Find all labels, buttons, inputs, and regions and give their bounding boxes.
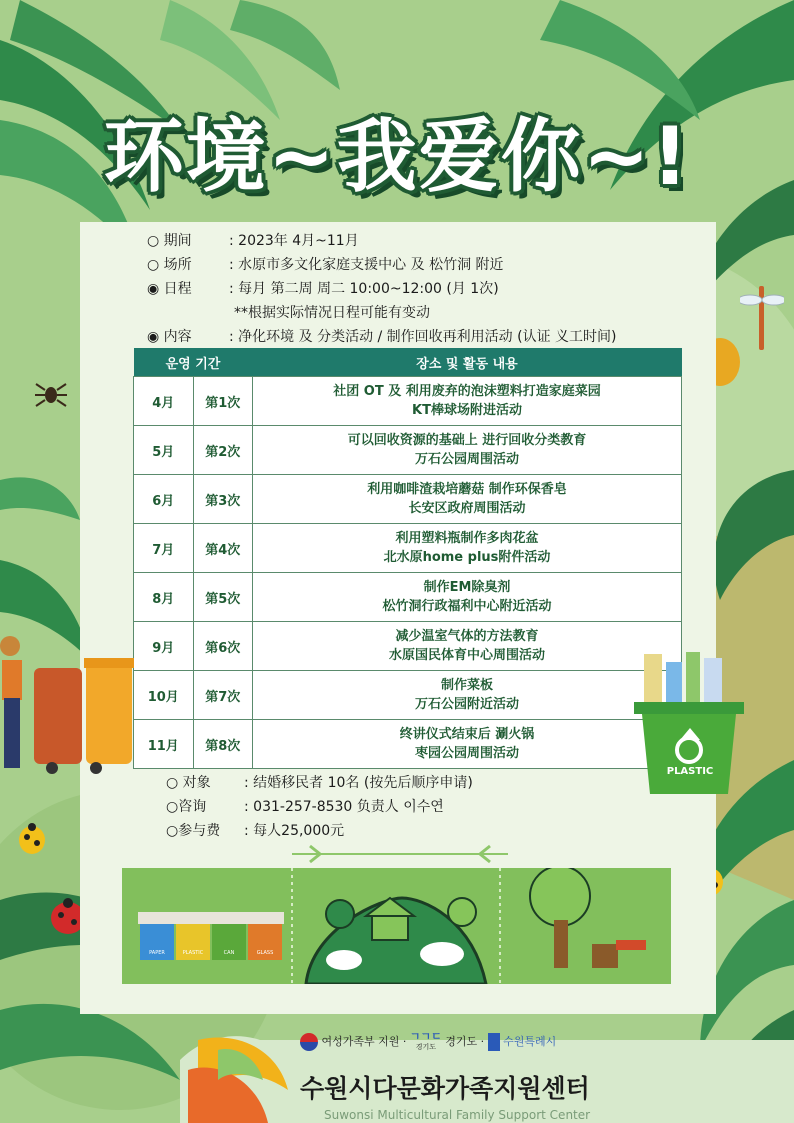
- round-cell: 第7次: [193, 671, 253, 720]
- round-cell: 第2次: [193, 426, 253, 475]
- table-row: [134, 524, 682, 573]
- fee-value: : 每人25,000元: [244, 823, 345, 839]
- month-cell: 10月: [134, 671, 194, 720]
- bin-label-can: CAN: [223, 950, 235, 956]
- activity-line-1: 制作菜板: [440, 678, 493, 693]
- table-row: [134, 426, 682, 475]
- recycle-bin-label: PLASTIC: [666, 766, 714, 777]
- activity-cell: [253, 671, 682, 720]
- table-row: [134, 720, 682, 769]
- activity-line-1: 社团 OT 及 利用废弃的泡沫塑料打造家庭菜园: [333, 384, 601, 399]
- target-label: ○ 对象: [166, 775, 211, 791]
- month-cell: 6月: [134, 475, 194, 524]
- content-label: ◉ 内容: [147, 329, 192, 345]
- schedule-value: : 每月 第二周 周二 10:00~12:00 (月 1次): [229, 281, 499, 297]
- taegeuk-icon: [300, 1033, 318, 1051]
- activity-line-2: 水原国民体育中心周围活动: [388, 648, 545, 663]
- period-label: ○ 期间: [147, 233, 192, 249]
- activity-cell: [253, 377, 682, 426]
- activity-cell: [253, 720, 682, 769]
- worker-illustration: [0, 628, 136, 776]
- month-cell: 11月: [134, 720, 194, 769]
- gyeonggi-logo-text: 경기도: [415, 1043, 436, 1051]
- month-cell: 7月: [134, 524, 194, 573]
- round-cell: 第6次: [193, 622, 253, 671]
- table-row: [134, 671, 682, 720]
- activity-line-1: 利用塑料瓶制作多肉花盆: [395, 531, 539, 546]
- period-value: : 2023年 4月~11月: [229, 233, 359, 249]
- activity-cell: [253, 426, 682, 475]
- place-label: ○ 场所: [147, 257, 192, 273]
- center-logo: [178, 1030, 296, 1123]
- illustration-art: [122, 868, 671, 984]
- activity-line-1: 利用咖啡渣栽培蘑菇 制作环保香皂: [367, 482, 567, 497]
- activity-cell: [253, 622, 682, 671]
- activity-line-2: 松竹洞行政福利中心附近活动: [382, 599, 552, 614]
- place-row: [147, 254, 504, 274]
- ladybug-icon: [16, 822, 48, 856]
- contact-label: ○咨询: [166, 799, 207, 815]
- bin-label-glass: GLASS: [256, 950, 274, 956]
- content-value: : 净化环境 及 分类活动 / 制作回收再利用活动 (认证 义工时间): [229, 329, 617, 345]
- activity-cell: [253, 524, 682, 573]
- bin-label-paper: PAPER: [149, 950, 165, 956]
- illustration-strip: [122, 868, 671, 984]
- header-period: 운영 기간: [134, 348, 253, 377]
- month-cell: 8月: [134, 573, 194, 622]
- activity-cell: [253, 573, 682, 622]
- schedule-row: [147, 278, 499, 298]
- dragonfly-icon: [740, 276, 784, 356]
- target-value: : 结婚移民者 10名 (按先后顺序申请): [244, 775, 473, 791]
- contact-row: [166, 796, 444, 816]
- month-cell: 4月: [134, 377, 194, 426]
- sponsor-logos: 여성가족부 지원 · ㄱㄱㄷ 경기도 경기도 · 수원특례시: [300, 1032, 556, 1052]
- schedule-table: [133, 348, 682, 769]
- table-header-row: [134, 348, 682, 377]
- gyeonggi-logo-mark: ㄱㄱㄷ: [409, 1030, 442, 1043]
- activity-line-2: 枣园公园周围活动: [414, 746, 519, 761]
- sponsor-3: 수원특례시: [503, 1035, 557, 1048]
- activity-line-2: 万石公园附近活动: [414, 697, 519, 712]
- table-row: [134, 573, 682, 622]
- contact-value: : 031-257-8530 负责人 이수연: [244, 799, 444, 815]
- month-cell: 5月: [134, 426, 194, 475]
- schedule-note: **根据实际情况日程可能有变动: [234, 305, 430, 321]
- round-cell: 第8次: [193, 720, 253, 769]
- activity-line-2: 万石公园周围活动: [414, 452, 519, 467]
- table-row: [134, 377, 682, 426]
- activity-line-1: 可以回收资源的基础上 进行回收分类教育: [347, 433, 587, 448]
- place-value: : 水原市多文化家庭支援中心 及 松竹洞 附近: [229, 257, 504, 273]
- activity-cell: [253, 475, 682, 524]
- round-cell: 第5次: [193, 573, 253, 622]
- period-row: [147, 230, 359, 250]
- activity-line-2: 长安区政府周围活动: [408, 501, 526, 516]
- table-body: [134, 377, 682, 769]
- table-row: [134, 475, 682, 524]
- fee-label: ○参与费: [166, 823, 221, 839]
- sponsor-2: 경기도: [445, 1035, 478, 1048]
- recycle-bin-illustration: [630, 648, 748, 800]
- fee-row: [166, 820, 344, 840]
- chevron-divider: [290, 840, 510, 868]
- round-cell: 第3次: [193, 475, 253, 524]
- spider-icon: [34, 378, 68, 412]
- target-row: [166, 772, 473, 792]
- month-cell: 9月: [134, 622, 194, 671]
- bin-label-plastic: PLASTIC: [182, 950, 204, 956]
- gyeonggi-logo: [410, 1032, 442, 1052]
- activity-line-1: 制作EM除臭剂: [423, 580, 511, 595]
- center-name: 수원시다문화가족지원센터: [300, 1074, 590, 1103]
- activity-line-1: 减少温室气体的方法教育: [395, 629, 539, 644]
- center-english-name: Suwonsi Multicultural Family Support Center: [324, 1108, 591, 1122]
- activity-line-1: 终讲仪式结束后 涮火锅: [399, 727, 535, 742]
- activity-line-2: 北水原home plus附件活动: [383, 550, 551, 565]
- schedule-label: ◉ 日程: [147, 281, 192, 297]
- sponsor-1: 여성가족부 지원: [321, 1035, 400, 1048]
- table-row: [134, 622, 682, 671]
- suwon-icon: [488, 1033, 500, 1051]
- header-content: 장소 및 활동 내용: [253, 348, 682, 377]
- round-cell: 第1次: [193, 377, 253, 426]
- poster-title: 环境~我爱你~!: [103, 110, 691, 203]
- content-row: [147, 326, 617, 346]
- round-cell: 第4次: [193, 524, 253, 573]
- activity-line-2: KT棒球场附进活动: [412, 403, 522, 418]
